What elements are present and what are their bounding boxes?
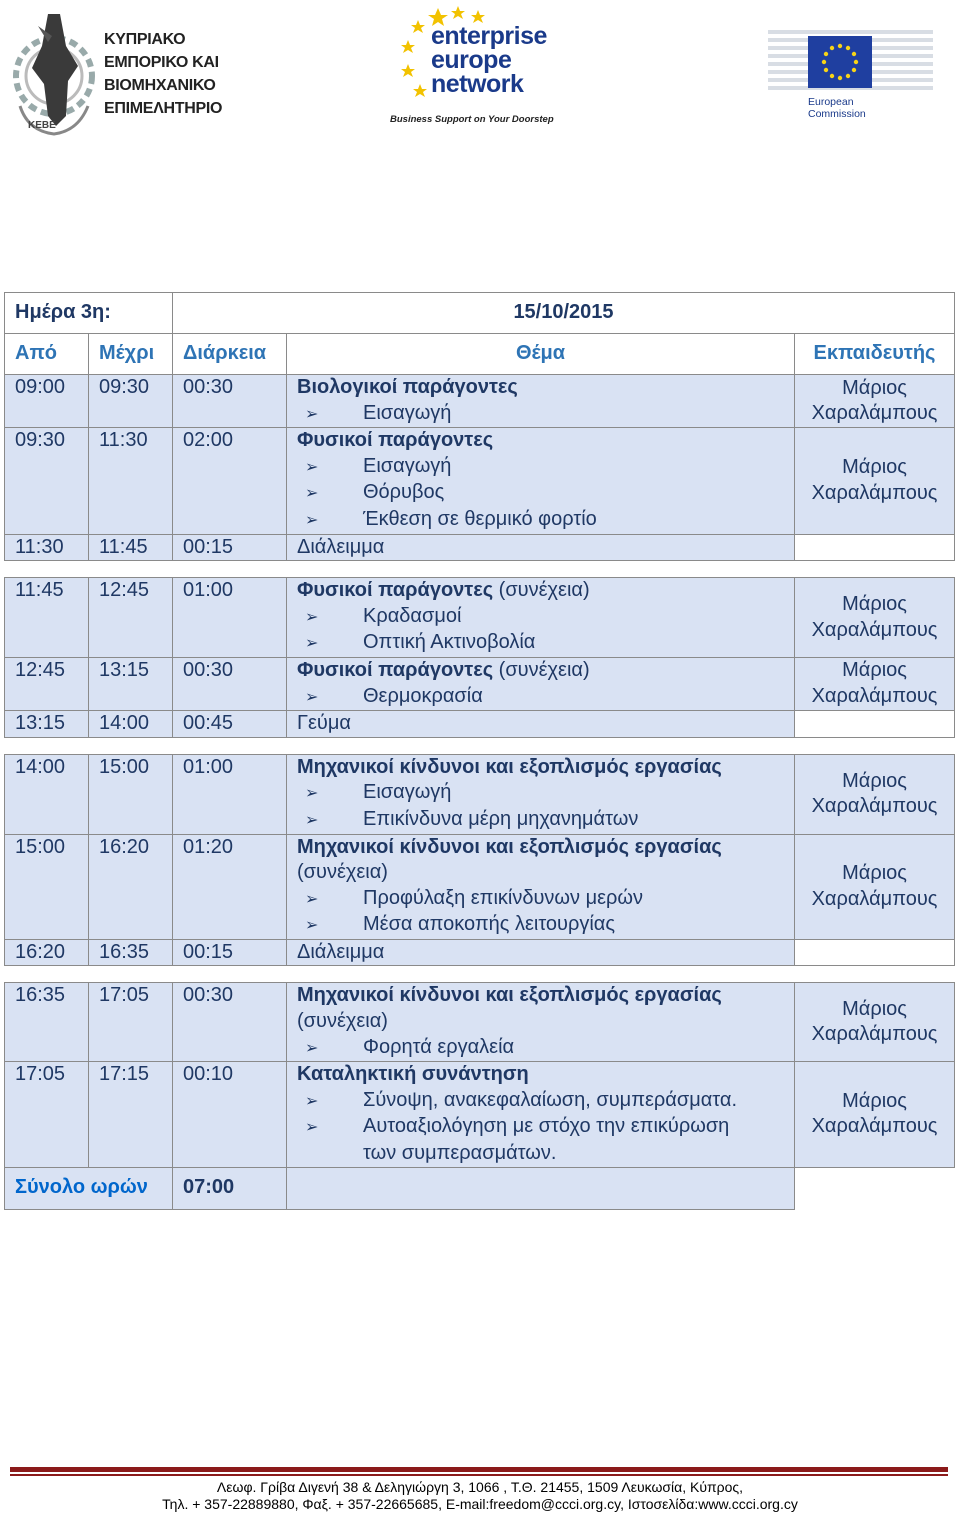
row-to: 17:05: [89, 983, 173, 1062]
header-from: Από: [5, 334, 89, 375]
row-topic: [287, 375, 795, 428]
topic-item: ➢ Θερμοκρασία: [297, 684, 794, 711]
table-row-lunch: [5, 711, 955, 738]
arrow-bullet-icon: ➢: [305, 485, 319, 503]
topic-title: Φυσικοί παράγοντες: [297, 579, 494, 602]
svg-text:ΚΕΒΕ: ΚΕΒΕ: [28, 120, 56, 131]
row-from: 16:20: [5, 939, 89, 966]
topic-item: ➢ Έκθεση σε θερμικό φορτίο: [297, 507, 794, 534]
row-to: 11:30: [89, 428, 173, 534]
row-from: 09:00: [5, 375, 89, 428]
day-row: [5, 293, 955, 334]
row-to: 12:45: [89, 578, 173, 658]
row-from: 16:35: [5, 983, 89, 1062]
topic-item: ➢ Θόρυβος: [297, 480, 794, 507]
total-label: Σύνολο ωρών: [5, 1167, 173, 1209]
kebe-emblem-icon: [8, 6, 100, 141]
een-line-2: europe: [431, 46, 512, 74]
footer-address-line: Λεωφ. Γρίβα Διγενή 38 & Δεληγιώργη 3, 1066 , Τ.Θ. 21455, 1509 Λευκωσία, Κύπρος,: [216, 1479, 744, 1495]
total-trainer-empty: [795, 1167, 955, 1209]
header-topic: Θέμα: [287, 334, 795, 375]
ec-name: [808, 96, 866, 120]
een-tagline: Business Support on Your Doorstep: [390, 114, 554, 125]
topic-item: ➢ Κραδασμοί: [297, 604, 794, 631]
arrow-bullet-icon: ➢: [305, 688, 319, 706]
topic-item: ➢ Επικίνδυνα μέρη μηχανημάτων: [297, 807, 794, 834]
row-to: 15:00: [89, 754, 173, 834]
row-duration: 02:00: [173, 428, 287, 534]
row-gap: [5, 966, 955, 983]
arrow-bullet-icon: ➢: [305, 635, 319, 653]
arrow-bullet-icon: ➢: [305, 1039, 319, 1057]
footer-contact-line: Τηλ. + 357-22889880, Φαξ. + 357-22665685, E-mail:freedom@ccci.org.cy, Ιστοσελίδα:www.ccci.org.cy: [162, 1496, 798, 1512]
row-trainer: Μάριος Χαραλάμπους: [795, 834, 955, 939]
arrow-bullet-icon: ➢: [305, 1092, 319, 1110]
kebe-line-1: ΚΥΠΡΙΑΚΟ: [104, 31, 186, 48]
row-from: 11:45: [5, 578, 89, 658]
row-trainer-empty: [795, 711, 955, 738]
topic-suffix: (συνέχεια): [493, 579, 590, 602]
row-from: 15:00: [5, 834, 89, 939]
european-commission-logo: [768, 16, 933, 128]
row-from: 12:45: [5, 657, 89, 710]
row-to: 11:45: [89, 534, 173, 561]
topic-item: ➢ Σύνοψη, ανακεφαλαίωση, συμπεράσματα.: [297, 1088, 794, 1115]
topic-item-text: Εισαγωγή: [363, 401, 452, 424]
total-empty: [287, 1167, 795, 1209]
topic-item: ➢ Προφύλαξη επικίνδυνων μερών: [297, 886, 794, 913]
topic-item: ➢ Οπτική Ακτινοβολία: [297, 630, 794, 657]
topic-item: [297, 401, 794, 428]
row-duration: 01:00: [173, 754, 287, 834]
een-line-3: network: [431, 70, 524, 98]
topic-item: ➢ Εισαγωγή: [297, 454, 794, 481]
topic-suffix: (συνέχεια): [297, 861, 388, 884]
arrow-bullet-icon: ➢: [305, 511, 319, 529]
kebe-line-4: ΕΠΙΜΕΛΗΤΗΡΙΟ: [104, 100, 223, 117]
row-to: 09:30: [89, 375, 173, 428]
column-header-row: [5, 334, 955, 375]
kebe-logo: [8, 6, 223, 141]
een-line-1: enterprise: [431, 22, 547, 50]
table-row: [5, 657, 955, 710]
topic-title: Βιολογικοί παράγοντες: [297, 376, 518, 398]
topic-item: ➢ Αυτοαξιολόγηση με στόχο την επικύρωση: [297, 1114, 794, 1141]
footer-address: [0, 1479, 960, 1513]
row-topic: [287, 578, 795, 658]
row-gap: [5, 561, 955, 578]
header-duration: Διάρκεια: [173, 334, 287, 375]
topic-title: Καταληκτική συνάντηση: [297, 1063, 529, 1086]
row-trainer-empty: [795, 534, 955, 561]
row-duration: 00:10: [173, 1062, 287, 1167]
row-topic: [287, 1062, 795, 1167]
arrow-bullet-icon: ➢: [305, 811, 319, 829]
arrow-bullet-icon: ➢: [305, 917, 319, 935]
row-duration: 01:00: [173, 578, 287, 658]
total-value: 07:00: [173, 1167, 287, 1209]
table-row-break: [5, 534, 955, 561]
table-row: [5, 754, 955, 834]
row-topic: [287, 754, 795, 834]
schedule-table: [4, 292, 955, 1210]
row-trainer: Μάριος Χαραλάμπους: [795, 428, 955, 534]
eu-flag-icon: [768, 16, 933, 96]
row-from: 11:30: [5, 534, 89, 561]
table-row: [5, 375, 955, 428]
row-duration: 00:30: [173, 657, 287, 710]
day-label: Ημέρα 3η:: [5, 293, 173, 334]
row-to: 13:15: [89, 657, 173, 710]
kebe-line-3: ΒΙΟΜΗΧΑΝΙΚΟ: [104, 77, 216, 94]
row-topic: [287, 834, 795, 939]
topic-title: Μηχανικοί κίνδυνοι και εξοπλισμός εργασίας: [297, 755, 722, 778]
ec-line-2: Commission: [808, 108, 866, 120]
footer-rule-thin: [10, 1474, 948, 1476]
row-duration: 00:30: [173, 375, 287, 428]
row-trainer: Μάριος Χαραλάμπους: [795, 983, 955, 1062]
een-logo: [390, 4, 558, 129]
row-to: 16:20: [89, 834, 173, 939]
topic-item-continued: των συμπερασμάτων.: [363, 1142, 557, 1165]
row-trainer: Μάριος Χαραλάμπους: [795, 578, 955, 658]
table-row: [5, 428, 955, 534]
arrow-bullet-icon: ➢: [305, 1119, 319, 1137]
row-duration: 01:20: [173, 834, 287, 939]
topic-item: ➢ Μέσα αποκοπής λειτουργίας: [297, 912, 794, 939]
arrow-bullet-icon: ➢: [305, 785, 319, 803]
table-row: [5, 1062, 955, 1167]
row-topic: Διάλειμμα: [287, 939, 795, 966]
row-duration: 00:30: [173, 983, 287, 1062]
topic-title: Φυσικοί παράγοντες: [297, 429, 494, 452]
table-row: [5, 578, 955, 658]
row-topic: [287, 428, 795, 534]
header-logos: [0, 0, 960, 150]
topic-suffix: (συνέχεια): [493, 658, 590, 681]
row-topic: [287, 657, 795, 710]
row-topic: [287, 983, 795, 1062]
kebe-name: [104, 28, 222, 120]
arrow-bullet-icon: ➢: [305, 458, 319, 476]
topic-title: Μηχανικοί κίνδυνοι και εξοπλισμός εργασίας: [297, 984, 722, 1007]
row-from: 09:30: [5, 428, 89, 534]
row-to: 14:00: [89, 711, 173, 738]
total-row: [5, 1167, 955, 1209]
row-trainer: Μάριος Χαραλάμπους: [795, 375, 955, 428]
row-trainer: Μάριος Χαραλάμπους: [795, 754, 955, 834]
row-duration: 00:45: [173, 711, 287, 738]
row-gap: [5, 737, 955, 754]
arrow-bullet-icon: ➢: [305, 405, 319, 423]
row-trainer: Μάριος Χαραλάμπους: [795, 657, 955, 710]
topic-item: ➢ Φορητά εργαλεία: [297, 1035, 794, 1062]
topic-item: ➢ Εισαγωγή: [297, 780, 794, 807]
footer-rule-thick: [10, 1467, 948, 1472]
row-trainer: Μάριος Χαραλάμπους: [795, 1062, 955, 1167]
arrow-bullet-icon: ➢: [305, 890, 319, 908]
day-date: 15/10/2015: [173, 293, 955, 334]
row-from: 14:00: [5, 754, 89, 834]
ec-line-1: European: [808, 96, 854, 108]
header-trainer: Εκπαιδευτής: [795, 334, 955, 375]
row-topic: Γεύμα: [287, 711, 795, 738]
topic-title: Φυσικοί παράγοντες: [297, 658, 494, 681]
row-trainer-empty: [795, 939, 955, 966]
topic-title: Μηχανικοί κίνδυνοι και εξοπλισμός εργασίας: [297, 835, 722, 858]
kebe-line-2: ΕΜΠΟΡΙΚΟ ΚΑΙ: [104, 54, 219, 71]
table-row-break: [5, 939, 955, 966]
arrow-bullet-icon: ➢: [305, 608, 319, 626]
row-from: 17:05: [5, 1062, 89, 1167]
row-duration: 00:15: [173, 534, 287, 561]
table-row: [5, 834, 955, 939]
row-from: 13:15: [5, 711, 89, 738]
row-topic: Διάλειμμα: [287, 534, 795, 561]
header-to: Μέχρι: [89, 334, 173, 375]
row-to: 17:15: [89, 1062, 173, 1167]
een-wordmark: [431, 24, 547, 96]
row-duration: 00:15: [173, 939, 287, 966]
row-to: 16:35: [89, 939, 173, 966]
topic-suffix: (συνέχεια): [297, 1010, 388, 1033]
table-row: [5, 983, 955, 1062]
